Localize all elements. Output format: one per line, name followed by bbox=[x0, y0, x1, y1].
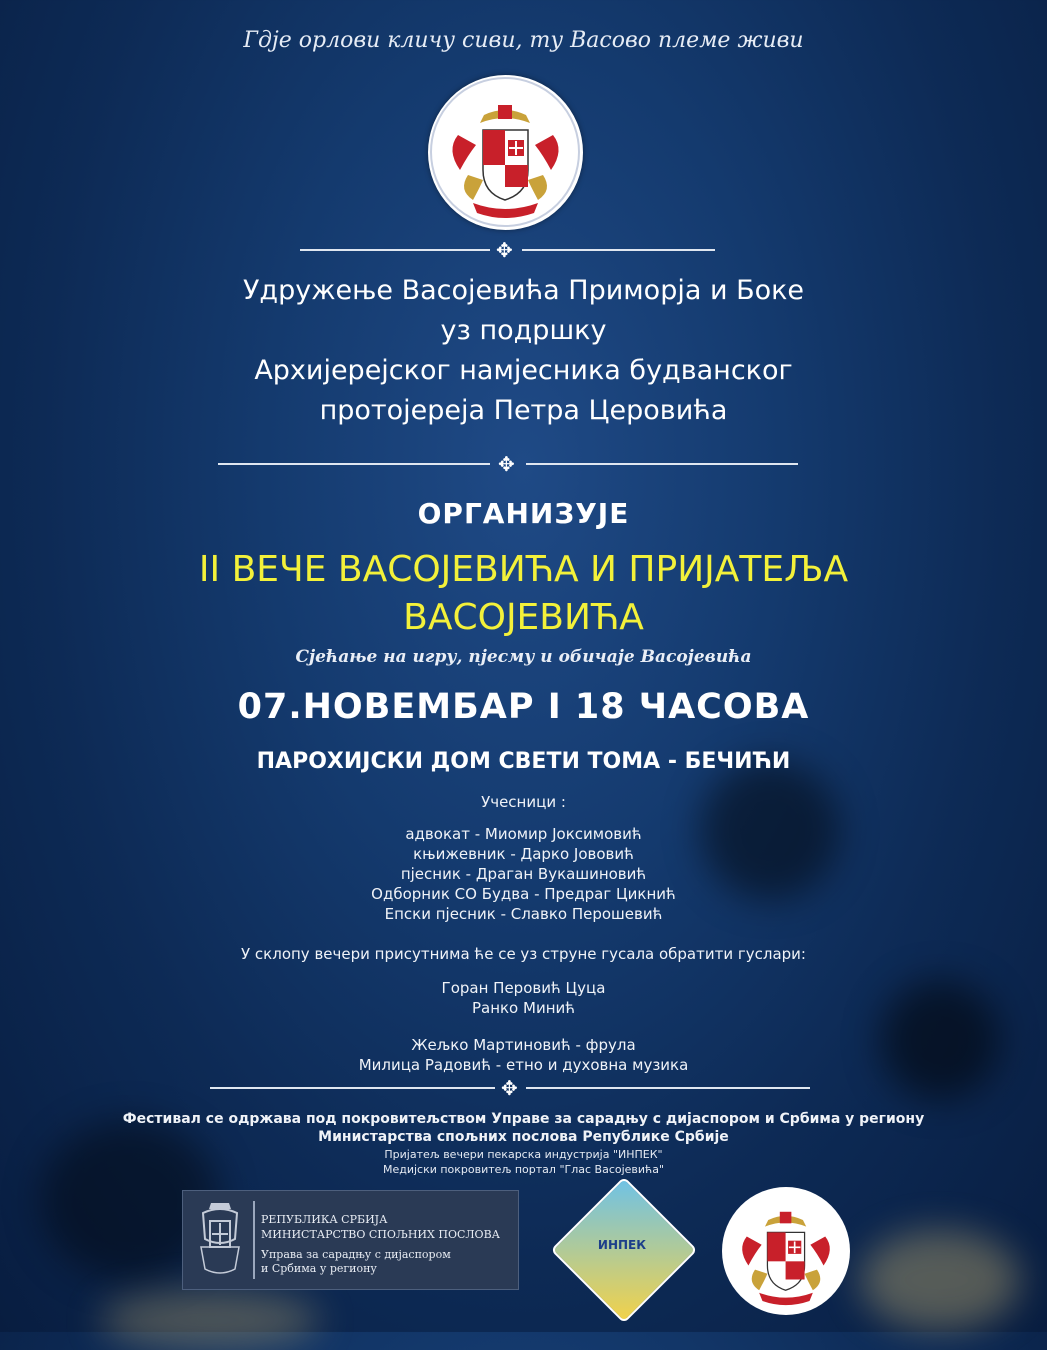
participant-item: Одборник СО Будва - Предраг Цикнић bbox=[371, 885, 676, 903]
footer-line: Министарства спољних послова Републике Србије bbox=[318, 1129, 729, 1145]
inpek-logo-label: ИНПЕК bbox=[597, 1238, 647, 1252]
bokeh-light bbox=[100, 1290, 320, 1350]
event-title-line: ВАСОЈЕВИЋА bbox=[403, 597, 644, 638]
participant-item: пјесник - Драган Вукашиновић bbox=[400, 865, 647, 883]
organizer-line: протојереја Петра Церовића bbox=[319, 395, 728, 426]
ornament-divider: ✥ bbox=[300, 244, 715, 256]
ornament-divider: ✥ bbox=[218, 458, 798, 470]
footer-sponsors bbox=[0, 1147, 1047, 1177]
gov-logo-line: МИНИСТАРСТВО СПОЉНИХ ПОСЛОВА bbox=[261, 1228, 500, 1241]
footer-patronage bbox=[0, 1110, 1047, 1146]
event-datetime: 07.НОВЕМБАР I 18 ЧАСОВА bbox=[237, 687, 810, 727]
footer-line: Медијски покровитељ портал "Глас Васојевића" bbox=[382, 1163, 665, 1176]
event-title bbox=[0, 549, 1047, 639]
gov-logo-line: Управа за сарадњу с дијаспором bbox=[261, 1248, 451, 1261]
musician-item: Милица Радовић - етно и духовна музика bbox=[358, 1056, 689, 1074]
musician-item: Жељко Мартиновић - фрула bbox=[411, 1036, 636, 1054]
organizer-block bbox=[0, 272, 1047, 430]
gov-logo-line: и Србима у региону bbox=[261, 1262, 377, 1275]
footer-line: Фестивал се одржава под покровитељством Управе за сарадњу с дијаспором и Србима у региону bbox=[122, 1111, 925, 1127]
organizer-line: уз подршку bbox=[440, 315, 607, 346]
organizer-line: Удружење Васојевића Приморја и Боке bbox=[242, 275, 805, 306]
event-subtitle: Сјећање на игру, пјесму и обичаје Васојевића bbox=[295, 647, 752, 667]
participants-heading: Учесници : bbox=[481, 793, 566, 811]
participants-list bbox=[0, 824, 1047, 924]
ministry-logo bbox=[182, 1190, 519, 1290]
event-venue: ПАРОХИЈСКИ ДОМ СВЕТИ ТОМА - БЕЧИЋИ bbox=[256, 749, 791, 774]
participant-item: књижевник - Дарко Јововић bbox=[413, 845, 634, 863]
participant-item: адвокат - Миомир Јоксимовић bbox=[405, 825, 642, 843]
gov-logo-line: РЕПУБЛИКА СРБИЈА bbox=[261, 1213, 388, 1226]
vasojevici-crest-logo bbox=[428, 75, 583, 230]
vasojevici-crest-logo-small bbox=[722, 1187, 850, 1315]
participant-item: Епски пјесник - Славко Перошевић bbox=[384, 905, 663, 923]
guslar-item: Горан Перовић Цуца bbox=[441, 979, 606, 997]
guslari-list bbox=[0, 978, 1047, 1018]
organizuje-heading: ОРГАНИЗУЈЕ bbox=[417, 497, 630, 530]
logo-separator bbox=[253, 1201, 255, 1279]
bokeh-light bbox=[860, 1230, 1020, 1330]
ornament-divider: ✥ bbox=[210, 1082, 810, 1094]
footer-line: Пријатељ вечери пекарска индустрија "ИНПЕК" bbox=[384, 1148, 663, 1161]
serbian-coat-of-arms-icon bbox=[195, 1199, 245, 1281]
motto: Гдје орлови кличу сиви, ту Васово племе живи bbox=[243, 28, 804, 53]
guslar-item: Ранко Минић bbox=[471, 999, 576, 1017]
guslari-intro: У склопу вечери присутнима ће се уз струне гусала обратити гуслари: bbox=[241, 945, 806, 963]
organizer-line: Архијерејског намјесника будванског bbox=[254, 355, 793, 386]
event-title-line: II ВЕЧЕ ВАСОЈЕВИЋА И ПРИЈАТЕЉА bbox=[198, 549, 849, 590]
musicians-list bbox=[0, 1035, 1047, 1075]
